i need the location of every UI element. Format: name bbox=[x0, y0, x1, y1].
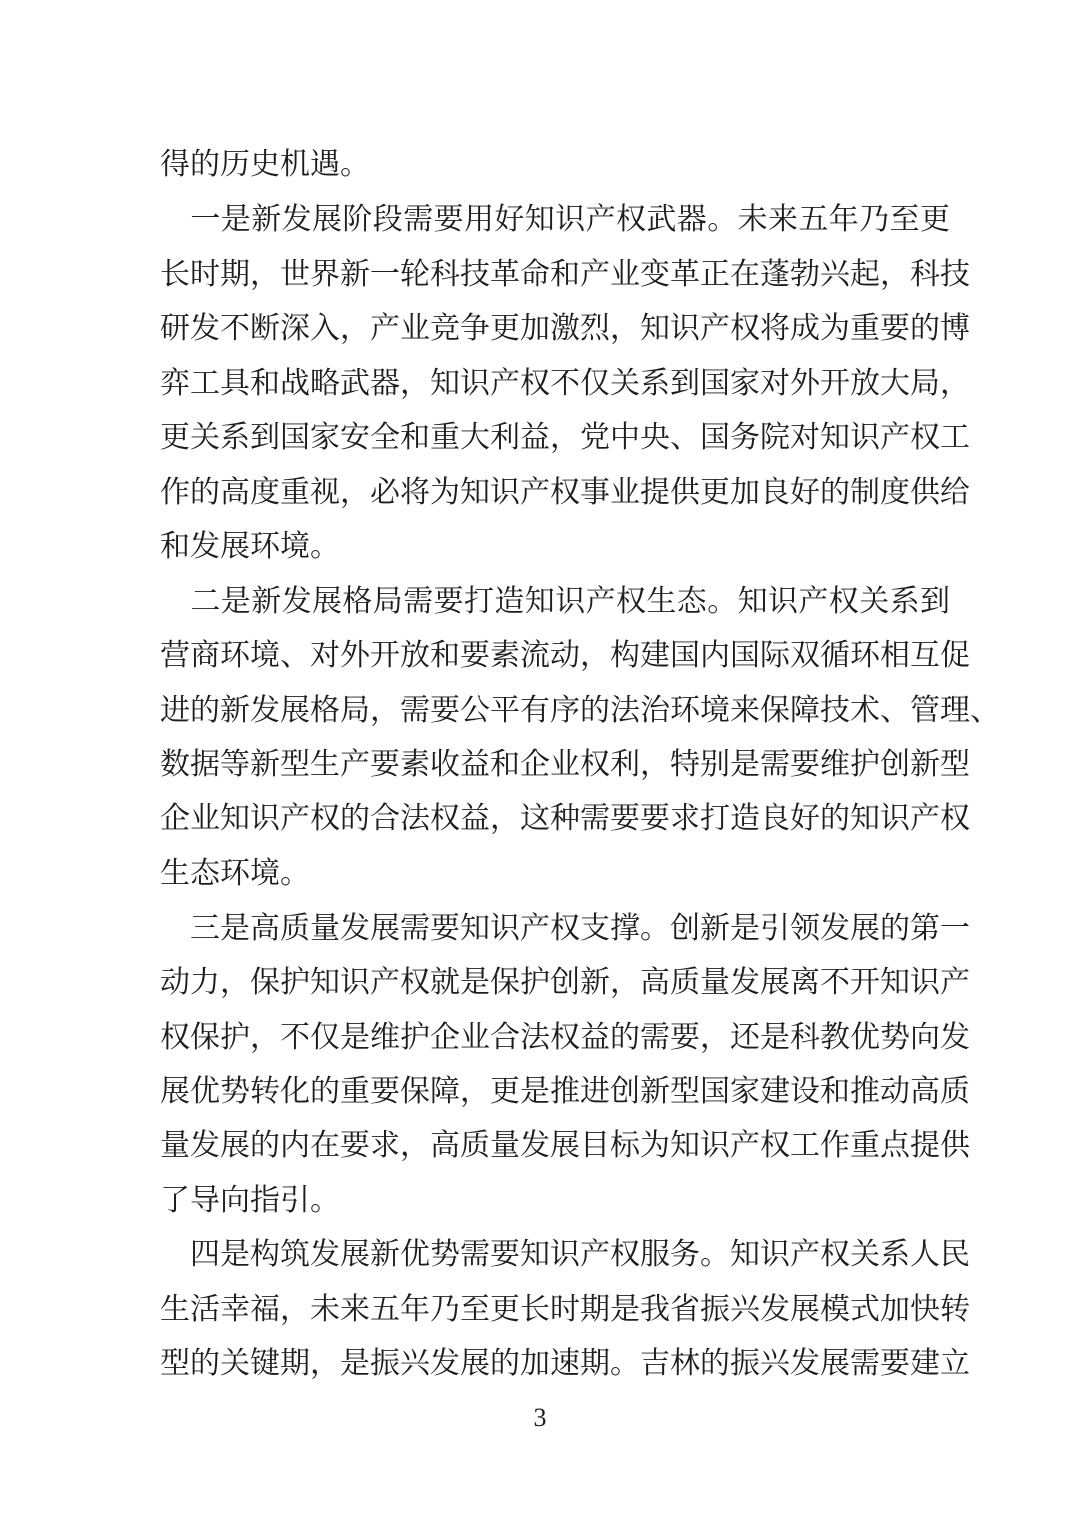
text-line: 营商环境、对外开放和要素流动，构建国内国际双循环相互促 bbox=[160, 638, 970, 673]
text-line: 进的新发展格局，需要公平有序的法治环境来保障技术、管理、 bbox=[160, 693, 1000, 728]
text-line: 企业知识产权的合法权益，这种需要要求打造良好的知识产权 bbox=[160, 801, 970, 836]
text-line: 弈工具和战略武器，知识产权不仅关系到国家对外开放大局， bbox=[160, 366, 970, 401]
text-line: 三是高质量发展需要知识产权支撑。创新是引领发展的第一 bbox=[160, 911, 970, 946]
page-number: 3 bbox=[533, 1403, 547, 1432]
text-line: 作的高度重视，必将为知识产权事业提供更加良好的制度供给 bbox=[160, 475, 970, 510]
text-line: 和发展环境。 bbox=[160, 529, 340, 564]
text-line: 得的历史机遇。 bbox=[160, 147, 370, 182]
text-line: 动力，保护知识产权就是保护创新，高质量发展离不开知识产 bbox=[160, 965, 970, 1000]
text-line: 展优势转化的重要保障，更是推进创新型国家建设和推动高质 bbox=[160, 1074, 970, 1109]
text-line: 数据等新型生产要素收益和企业权利，特别是需要维护创新型 bbox=[160, 747, 970, 782]
text-line: 生态环境。 bbox=[160, 856, 310, 891]
text-line: 研发不断深入，产业竞争更加激烈，知识产权将成为重要的博 bbox=[160, 311, 970, 346]
text-line: 了导向指引。 bbox=[160, 1183, 340, 1218]
text-line: 二是新发展格局需要打造知识产权生态。知识产权关系到 bbox=[160, 584, 950, 619]
text-line: 生活幸福，未来五年乃至更长时期是我省振兴发展模式加快转 bbox=[160, 1292, 970, 1327]
text-line: 长时期，世界新一轮科技革命和产业变革正在蓬勃兴起，科技 bbox=[160, 257, 970, 292]
text-line: 四是构筑发展新优势需要知识产权服务。知识产权关系人民 bbox=[160, 1237, 970, 1272]
text-line: 更关系到国家安全和重大利益，党中央、国务院对知识产权工 bbox=[160, 420, 970, 455]
text-line: 型的关键期，是振兴发展的加速期。吉林的振兴发展需要建立 bbox=[160, 1346, 970, 1381]
text-line: 量发展的内在要求，高质量发展目标为知识产权工作重点提供 bbox=[160, 1128, 970, 1163]
text-line: 权保护，不仅是维护企业合法权益的需要，还是科教优势向发 bbox=[160, 1020, 970, 1055]
text-line: 一是新发展阶段需要用好知识产权武器。未来五年乃至更 bbox=[160, 202, 950, 237]
